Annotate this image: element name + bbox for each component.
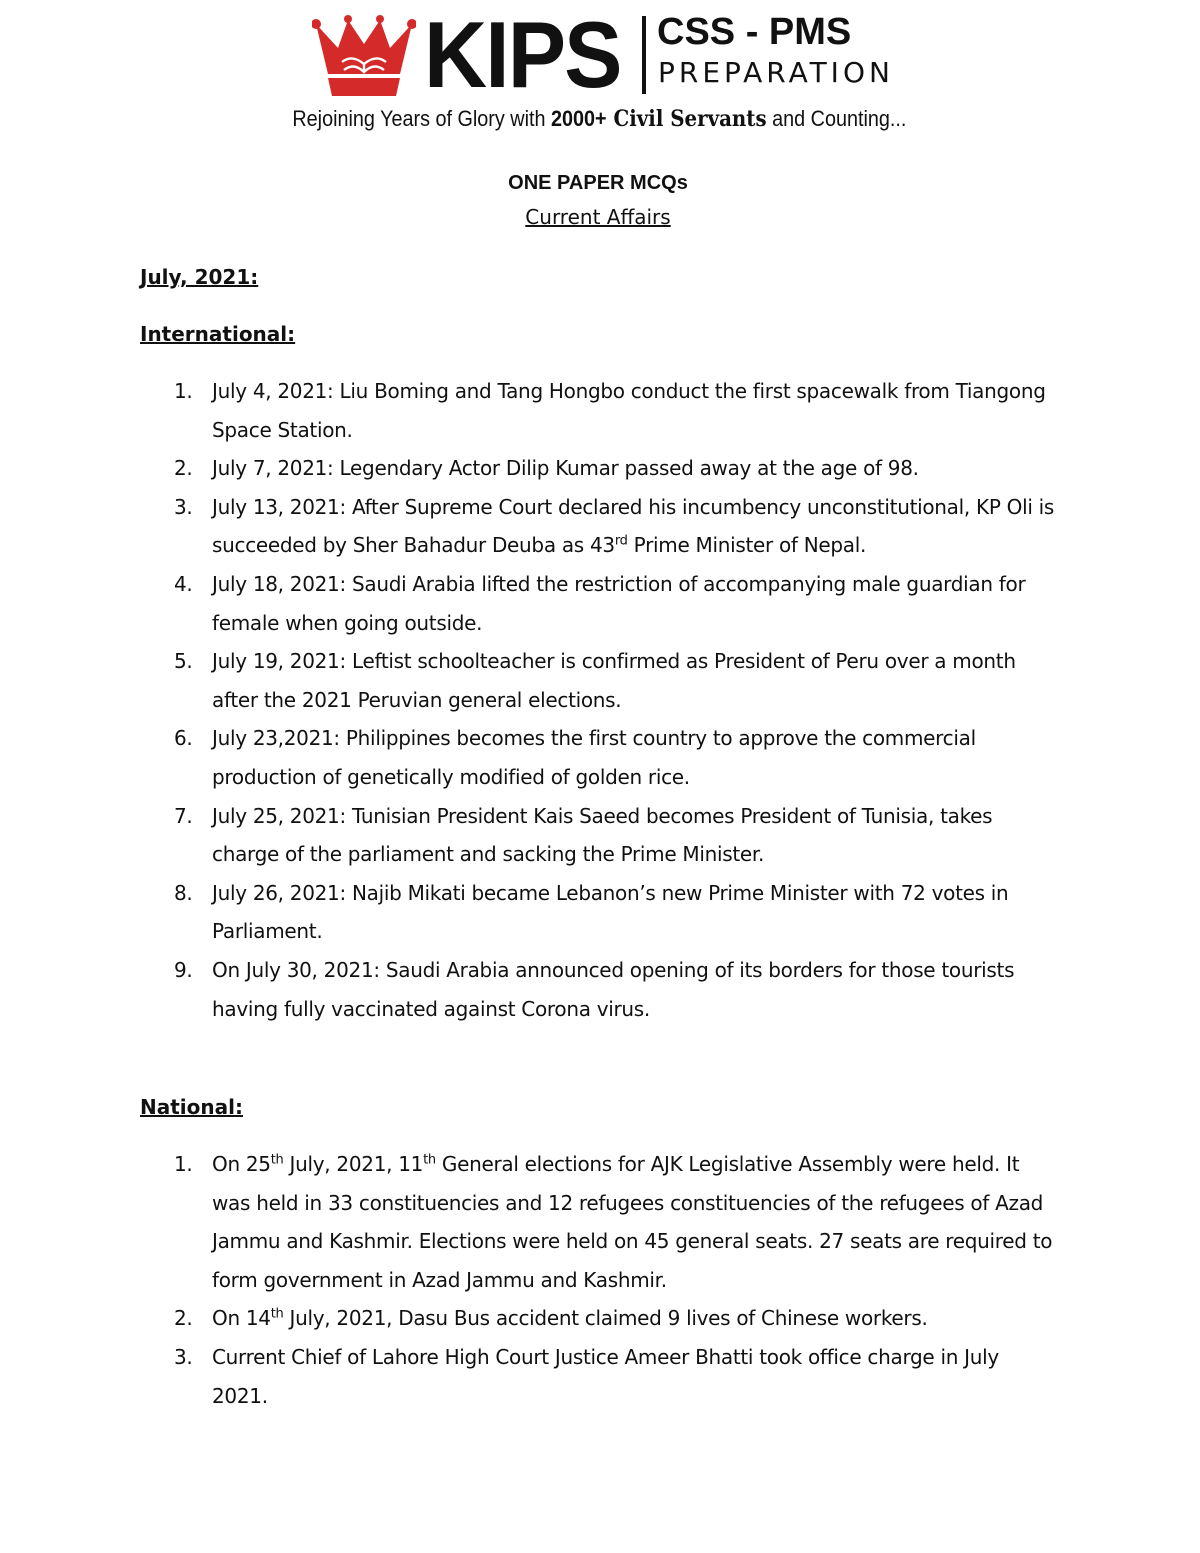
- item-text: On 14: [212, 1306, 271, 1331]
- product-name: CSS - PMS: [657, 11, 852, 53]
- item-number: 4.: [174, 571, 193, 596]
- list-item: [140, 1338, 1060, 1415]
- list-item: [140, 874, 1060, 951]
- list-item: [140, 565, 1060, 642]
- superscript: th: [423, 1152, 436, 1168]
- item-number: 3.: [174, 494, 193, 519]
- item-text: Current Chief of Lahore High Court Justice Ameer Bhatti took office charge in July 2021.: [212, 1344, 999, 1408]
- document-title: ONE PAPER MCQs: [508, 172, 688, 194]
- list-item: [140, 642, 1060, 719]
- tagline-bold-text: Civil Servants: [606, 106, 767, 132]
- crown-logo-icon: [312, 14, 416, 100]
- item-text: General elections for AJK Legislative Assembly were held. It was held in 33 constituencies and 12 refugees constituencies of the refugees of Azad Jammu and Kashmir. Elections were held on 45 general seats. 27 seats are required to form government in Azad Jammu and Kashmir.: [212, 1152, 1053, 1292]
- item-number: 9.: [174, 957, 193, 982]
- item-number: 8.: [174, 880, 193, 905]
- item-text: July 7, 2021: Legendary Actor Dilip Kumar passed away at the age of 98.: [212, 456, 919, 481]
- header: [0, 0, 1200, 150]
- list-item: [140, 951, 1060, 1028]
- product-subtitle: PREPARATION: [658, 56, 894, 89]
- item-number: 6.: [174, 726, 193, 751]
- list-item: [140, 449, 1060, 488]
- item-text: On 25: [212, 1152, 271, 1176]
- international-heading: International:: [140, 322, 296, 346]
- item-text: July 19, 2021: Leftist schoolteacher is confirmed as President of Peru over a month after the 2021 Peruvian general elections.: [212, 649, 1016, 712]
- superscript: th: [270, 1306, 284, 1322]
- item-text: July 4, 2021: Liu Boming and Tang Hongbo conduct the first spacewalk from Tiangong Space Station.: [212, 379, 1046, 442]
- tagline: [59, 104, 1139, 134]
- item-number: 2.: [174, 456, 193, 481]
- item-number: 2.: [174, 1306, 193, 1331]
- superscript: th: [270, 1152, 284, 1168]
- item-number: 1.: [174, 1152, 193, 1176]
- list-item: [140, 719, 1060, 796]
- superscript: rd: [614, 533, 628, 549]
- international-list: [140, 372, 1060, 1028]
- tagline-number: 2000+: [551, 106, 607, 131]
- item-text: July 26, 2021: Najib Mikati became Lebanon’s new Prime Minister with 72 votes in Parliament.: [212, 880, 1009, 944]
- month-heading: July, 2021:: [140, 265, 259, 289]
- item-text: July 23,2021: Philippines becomes the first country to approve the commercial production of genetically modified of golden rice.: [212, 726, 976, 789]
- item-text: July 25, 2021: Tunisian President Kais Saeed becomes President of Tunisia, takes charge of the parliament and sacking the Prime Minister.: [212, 803, 993, 867]
- item-text: July, 2021, 11: [283, 1152, 424, 1176]
- national-list: [140, 1145, 1060, 1415]
- list-item: [140, 488, 1060, 565]
- item-text: On July 30, 2021: Saudi Arabia announced opening of its borders for those tourists having fully vaccinated against Corona virus.: [212, 957, 1015, 1021]
- list-item: [140, 1299, 1060, 1338]
- brand-wordmark: KIPS: [424, 2, 621, 107]
- item-number: 7.: [174, 803, 193, 828]
- tagline-pre: Rejoining Years of Glory with: [292, 106, 552, 131]
- item-text: July, 2021, Dasu Bus accident claimed 9 lives of Chinese workers.: [283, 1306, 928, 1331]
- document-subtitle: Current Affairs: [525, 205, 671, 229]
- national-heading: National:: [140, 1095, 243, 1119]
- tagline-post: and Counting...: [766, 106, 907, 131]
- list-item: [140, 372, 1060, 449]
- brand-divider: [642, 16, 646, 94]
- list-item: [140, 797, 1060, 874]
- item-number: 3.: [174, 1344, 193, 1369]
- item-number: 1.: [174, 379, 193, 403]
- list-item: [140, 1145, 1060, 1299]
- item-number: 5.: [174, 649, 193, 674]
- item-text: July 13, 2021: After Supreme Court declared his incumbency unconstitutional, KP Oli is succeeded by Sher Bahadur Deuba as 43: [212, 494, 1055, 558]
- item-text: July 18, 2021: Saudi Arabia lifted the restriction of accompanying male guardian for female when going outside.: [212, 571, 1026, 635]
- item-text: Prime Minister of Nepal.: [627, 533, 867, 558]
